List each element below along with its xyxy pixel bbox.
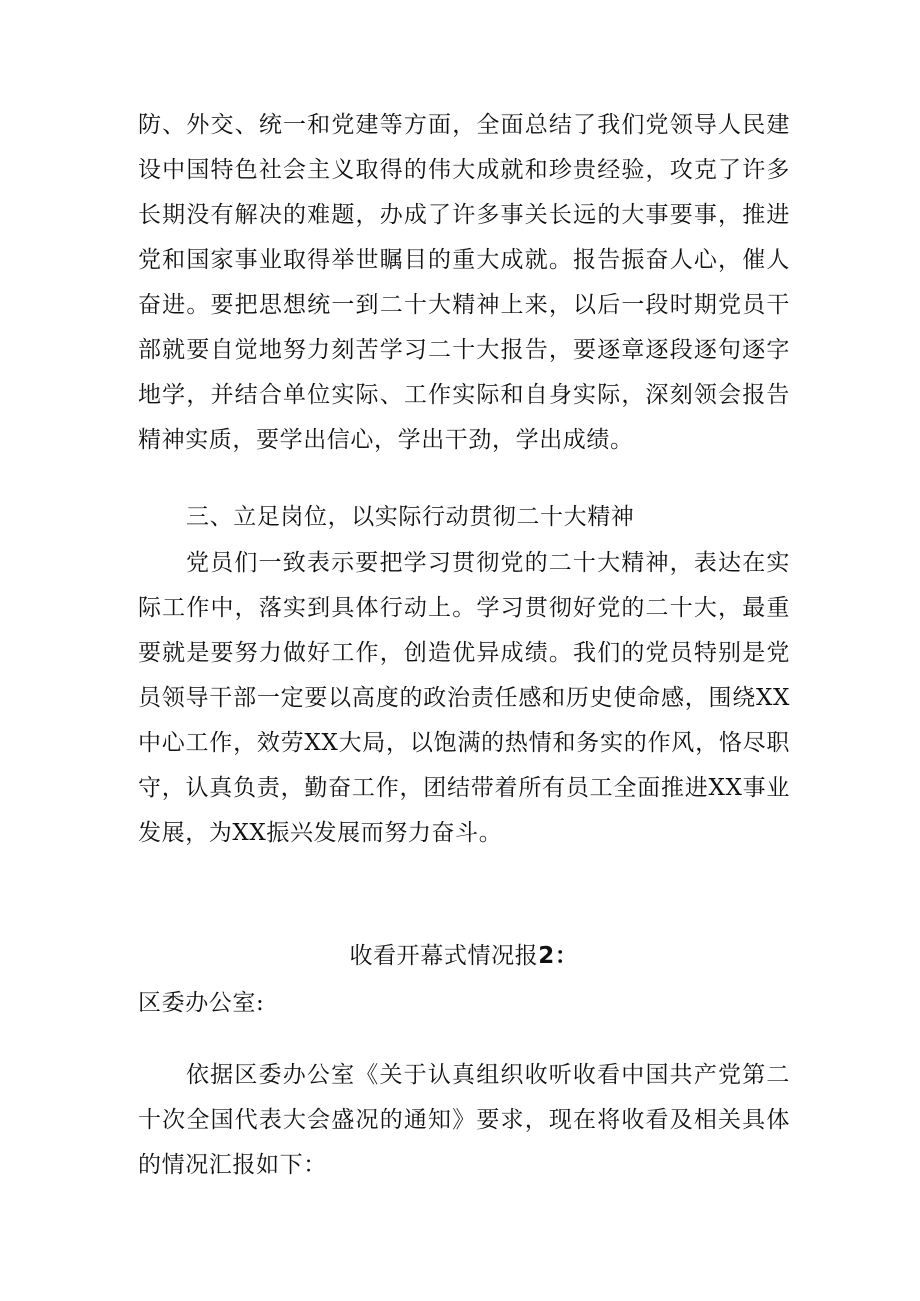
section-3-body: 党员们一致表示要把学习贯彻党的二十大精神，表达在实际工作中，落实到具体行动上。学习贯彻好党的二十大，最重要就是要努力做好工作，创造优异成绩。我们的党员特别是党员领导干部一定要以高度的政治责任感和历史使命感，围绕XX中心工作，效劳XX大局，以饱满的热情和务实的作风，恪尽职守，认真负责，勤奋工作，团结带着所有员工全面推进XX事业发展，为XX振兴发展而努力奋斗。 [138,550,790,846]
report-number: 2： [538,943,579,969]
section-heading-3: 三、立足岗位，以实际行动贯彻二十大精神 [186,504,635,530]
report-2-intro: 依据区委办公室《关于认真组织收听收看中国共产党第二十次全国代表大会盛况的通知》要求，现在将收看及相关具体的情况汇报如下： [138,1062,790,1178]
paragraph-continued: 防、外交、统一和党建等方面，全面总结了我们党领导人民建设中国特色社会主义取得的伟大成就和珍贵经验，攻克了许多长期没有解决的难题，办成了许多事关长远的大事要事，推进党和国家事业取得举世瞩目的重大成就。报告振奋人心，催人奋进。要把思想统一到二十大精神上来，以后一段时期党员干部就要自觉地努力刻苦学习二十大报告，要逐章逐段逐句逐字地学，并结合单位实际、工作实际和自身实际，深刻领会报告精神实质，要学出信心，学出干劲，学出成绩。 [138,112,790,453]
report-title-text: 收看开幕式情况报 [349,943,539,969]
addressee: 区委办公室: [138,990,265,1016]
report-2-title [138,934,790,979]
